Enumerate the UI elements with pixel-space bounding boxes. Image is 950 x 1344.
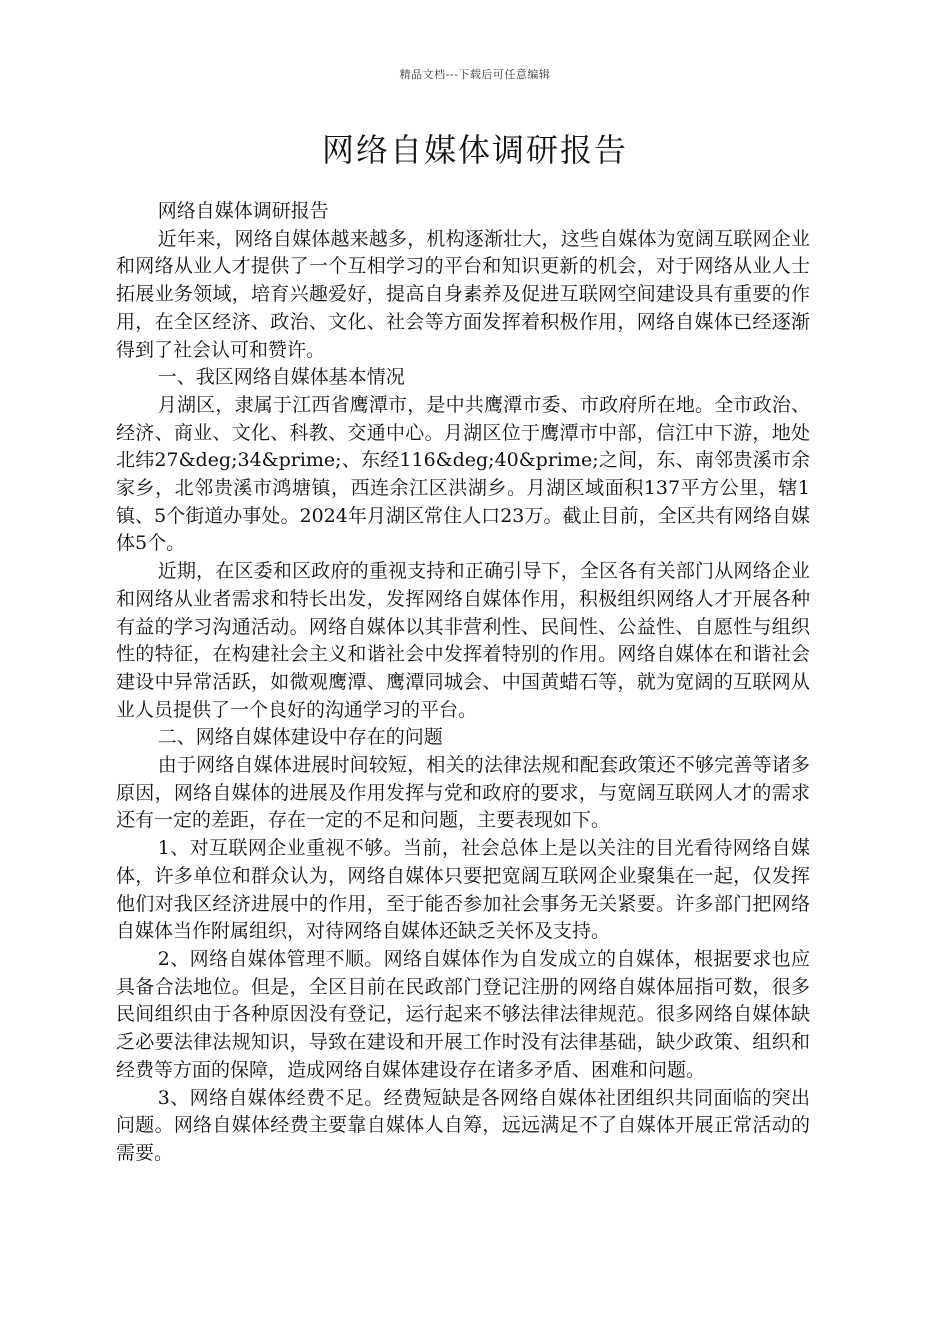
- paragraph-problems-intro: 由于网络自媒体进展时间较短，相关的法律法规和配套政策还不够完善等诸多原因，网络自媒体的进展及作用发挥与党和政府的要求，与宽阔互联网人才的需求还有一定的差距，存在一定的不足和问题，主要表现如下。: [116, 754, 810, 832]
- paragraph-subtitle: 网络自媒体调研报告: [157, 200, 329, 222]
- section-heading-2: 二、网络自媒体建设中存在的问题: [157, 726, 443, 749]
- section-heading-1: 一、我区网络自媒体基本情况: [157, 366, 405, 389]
- paragraph-recent: 近期，在区委和区政府的重视支持和正确引导下，全区各有关部门从网络企业和网络从业者需求和特长出发，发挥网络自媒体作用，积极组织网络人才开展各种有益的学习沟通活动。网络自媒体以其非营利性、民间性、公益性、自愿性与组织性的特征，在构建社会主义和谐社会中发挥着特别的作用。网络自媒体在和谐社会建设中异常活跃，如微观鹰潭、鹰潭同城会、中国黄蜡石等，就为宽阔的互联网从业人员提供了一个良好的沟通学习的平台。: [116, 560, 810, 721]
- paragraph-problem-2: 2、网络自媒体管理不顺。网络自媒体作为自发成立的自媒体，根据要求也应具备合法地位。但是，全区目前在民政部门登记注册的网络自媒体屈指可数，很多民间组织由于各种原因没有登记，运行起来不够法律法律规范。很多网络自媒体缺乏必要法律法规知识，导致在建设和开展工作时没有法律基础，缺少政策、组织和经费等方面的保障，造成网络自媒体建设存在诸多矛盾、困难和问题。: [116, 947, 810, 1081]
- paragraph-problem-3: 3、网络自媒体经费不足。经费短缺是各网络自媒体社团组织共同面临的突出问题。网络自媒体经费主要靠自媒体人自筹，远远满足不了自媒体开展正常活动的需要。: [116, 1086, 810, 1164]
- document-body: [116, 198, 810, 1168]
- paragraph-intro: 近年来，网络自媒体越来越多，机构逐渐壮大，这些自媒体为宽阔互联网企业和网络从业人才提供了一个互相学习的平台和知识更新的机会，对于网络从业人士拓展业务领域，培育兴趣爱好，提高自身素养及促进互联网空间建设具有重要的作用，在全区经济、政治、文化、社会等方面发挥着积极作用，网络自媒体已经逐渐得到了社会认可和赞许。: [116, 227, 810, 361]
- paragraph-overview: 月湖区，隶属于江西省鹰潭市，是中共鹰潭市委、市政府所在地。全市政治、经济、商业、文化、科教、交通中心。月湖区位于鹰潭市中部，信江中下游，地处北纬27&deg;34&prime;、东经116&deg;40&prime;之间，东、南邻贵溪市余家乡，北邻贵溪市鸿塘镇，西连余江区洪湖乡。月湖区域面积137平方公里，辖1镇、5个街道办事处。2024年月湖区常住人口23万。截止目前，全区共有网络自媒体5个。: [116, 393, 810, 555]
- paragraph-problem-1: 1、对互联网企业重视不够。当前，社会总体上是以关注的目光看待网络自媒体，许多单位和群众认为，网络自媒体只要把宽阔互联网企业聚集在一起，仅发挥他们对我区经济进展中的作用，至于能否参加社会事务无关紧要。许多部门把网络自媒体当作附属组织，对待网络自媒体还缺乏关怀及支持。: [116, 837, 810, 943]
- document-title: 网络自媒体调研报告: [321, 131, 628, 169]
- header-note: 精品文档---下载后可任意编辑: [399, 68, 551, 81]
